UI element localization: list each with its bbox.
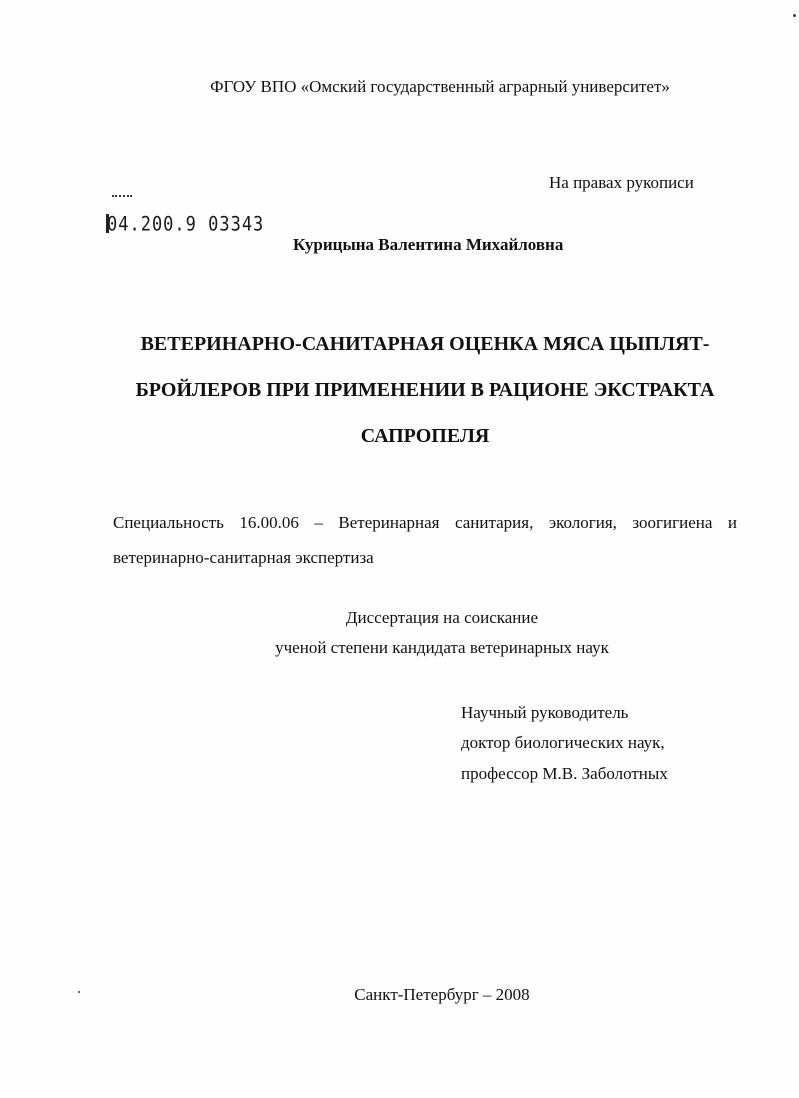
thesis-title-line-1: ВЕТЕРИНАРНО-САНИТАРНАЯ ОЦЕНКА МЯСА ЦЫПЛЯТ- [140,333,710,355]
dissertation-line-1: Диссертация на соискание [345,608,539,627]
thesis-title-line-2: БРОЙЛЕРОВ ПРИ ПРИМЕНЕНИИ В РАЦИОНЕ ЭКСТРАКТА [135,379,715,401]
institution-name: ФГОУ ВПО «Омский государственный аграрный университет» [210,77,670,96]
scan-speck [793,14,796,17]
supervisor-degree: доктор биологических наук, [461,733,665,752]
supervisor-role: Научный руководитель [461,703,629,722]
city-year: Санкт-Петербург – 2008 [354,985,530,1004]
scan-speck [78,991,80,993]
specialty-line-1: Специальность 16.00.06 – Ветеринарная санитария, экология, зоогигиена и [113,513,737,532]
library-stamp: 04.200.9 03343 [107,213,265,236]
author-name: Курицына Валентина Михайловна [293,235,564,254]
specialty-line-2: ветеринарно-санитарная экспертиза [113,548,374,567]
thesis-title-line-3: САПРОПЕЛЯ [360,425,490,447]
dissertation-line-2: ученой степени кандидата ветеринарных наук [275,638,609,657]
specialty-block [113,513,737,568]
manuscript-rights-note: На правах рукописи [549,173,694,192]
supervisor-name: профессор М.В. Заболотных [461,764,668,783]
stamp-dots [112,195,132,201]
